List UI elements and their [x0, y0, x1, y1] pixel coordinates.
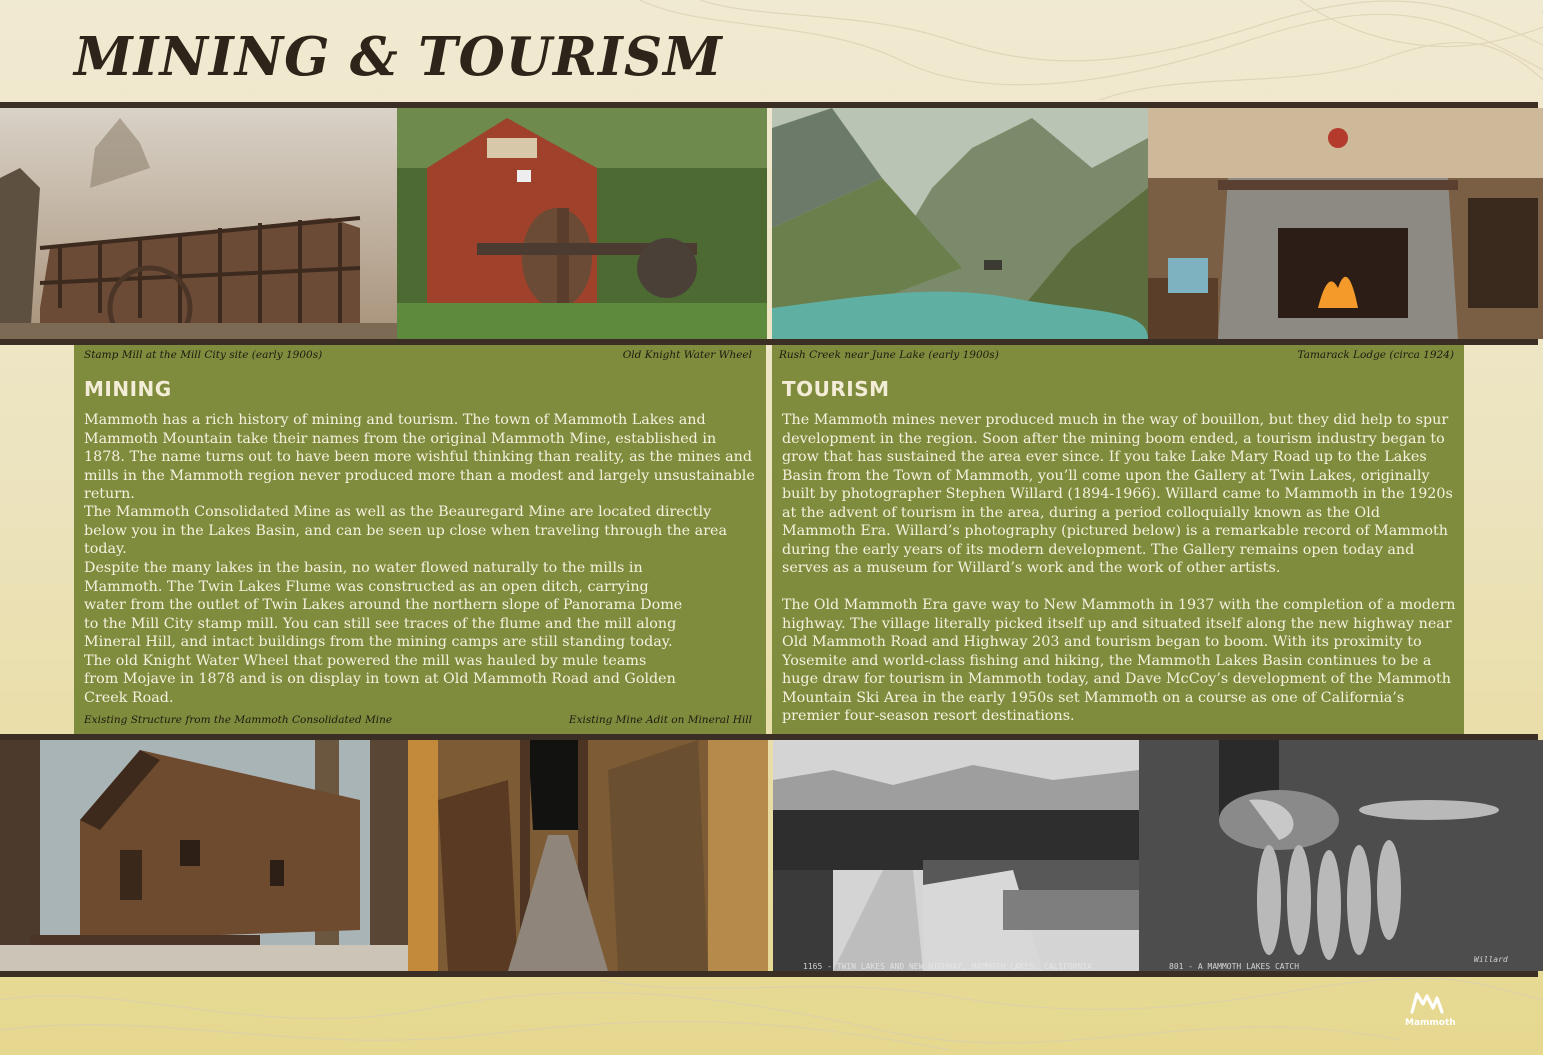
mammoth-logo-text: Mammoth [1405, 1018, 1456, 1028]
fish-catch-photo-note: 801 - A MAMMOTH LAKES CATCH [1169, 962, 1300, 971]
stamp-mill-photo [0, 108, 397, 339]
caption-water-wheel: Old Knight Water Wheel [622, 349, 752, 361]
mine-structure-photo [0, 740, 408, 971]
divider-bottom [0, 971, 1538, 977]
mammoth-logo-icon [1409, 990, 1445, 1016]
tourism-paragraph-1: The Mammoth mines never produced much in the way of bouillon, but they did help to spur development in the region. Soon after the mining boom ended, a tourism industry began to grow that has sustained the area ever since. If you take Lake Mary Road up to the Lakes Basin from the Town of Mammoth, you’ll come upon the Gallery at Twin Lakes, originally built by photographer Stephen Willard (1894-1966). Willard came to Mammoth in the 1920s at the advent of tourism in the area, during a period colloquially known as the Old Mammoth Era. Willard’s photography (pictured below) is a remarkable record of Mammoth during the early years of its modern development. The Gallery remains open today and serves as a museum for Willard’s work and the work of other artists. [782, 412, 1453, 576]
fish-catch-photo [1139, 740, 1543, 971]
mining-paragraph-1: Mammoth has a rich history of mining and tourism. The town of Mammoth Lakes and Mammoth Mountain take their names from the original Mammoth Mine, established in 1878. The name turns out to have been more wishful thinking than reality, as the mines and mills in the Mammoth region never produced more than a modest and largely unsustainable return. [84, 412, 755, 502]
mining-heading: MINING [84, 377, 172, 401]
tourism-paragraph-2: The Old Mammoth Era gave way to New Mammoth in 1937 with the completion of a modern highway. The village literally picked itself up and situated itself along the new highway near Old Mammoth Road and Highway 203 and tourism began to boom. With its proximity to Yosemite and world-class fishing and hiking, the Mammoth Lakes Basin continues to be a huge draw for tourism in Mammoth today, and Dave McCoy’s development of the Mammoth Mountain Ski Area in the early 1950s set Mammoth on a course as one of California’s premier four-season resort destinations. [782, 597, 1456, 724]
twin-lakes-photo [773, 740, 1139, 971]
caption-mine-adit: Existing Mine Adit on Mineral Hill [568, 714, 752, 726]
page-title: MINING & TOURISM [74, 26, 723, 88]
mining-paragraph-2: The Mammoth Consolidated Mine as well as the Beauregard Mine are located directly below you in the Lakes Basin, and can be seen up close when traveling through the area today. [84, 504, 728, 557]
caption-rush-creek: Rush Creek near June Lake (early 1900s) [779, 349, 999, 361]
mammoth-logo [1405, 990, 1456, 1028]
tamarack-lodge-photo [1148, 108, 1543, 339]
willard-signature: Willard [1474, 955, 1508, 964]
caption-stamp-mill: Stamp Mill at the Mill City site (early 1900s) [84, 349, 323, 361]
twin-lakes-photo-note: 1165 - TWIN LAKES AND NEW HIGHWAY, MAMMOTH LAKES, CALIFORNIA [803, 962, 1092, 971]
water-wheel-photo [397, 108, 767, 339]
tourism-heading: TOURISM [782, 377, 890, 401]
mining-paragraph-3: Despite the many lakes in the basin, no water flowed naturally to the mills in Mammoth. The Twin Lakes Flume was constructed as an open ditch, carrying water from the outlet of Twin Lakes around the northern slope of Panorama Dome to the Mill City stamp mill. You can still see traces of the flume and the mill along Mineral Hill, and intact buildings from the mining camps are still standing today. The old Knight Water Wheel that powered the mill was hauled by mule teams from Mojave in 1878 and is on display in town at Old Mammoth Road and Golden Creek Road. [84, 560, 683, 706]
caption-tamarack: Tamarack Lodge (circa 1924) [1297, 349, 1454, 361]
caption-consolidated-mine: Existing Structure from the Mammoth Consolidated Mine [84, 714, 393, 726]
mine-adit-photo [408, 740, 768, 971]
rush-creek-photo [772, 108, 1148, 339]
